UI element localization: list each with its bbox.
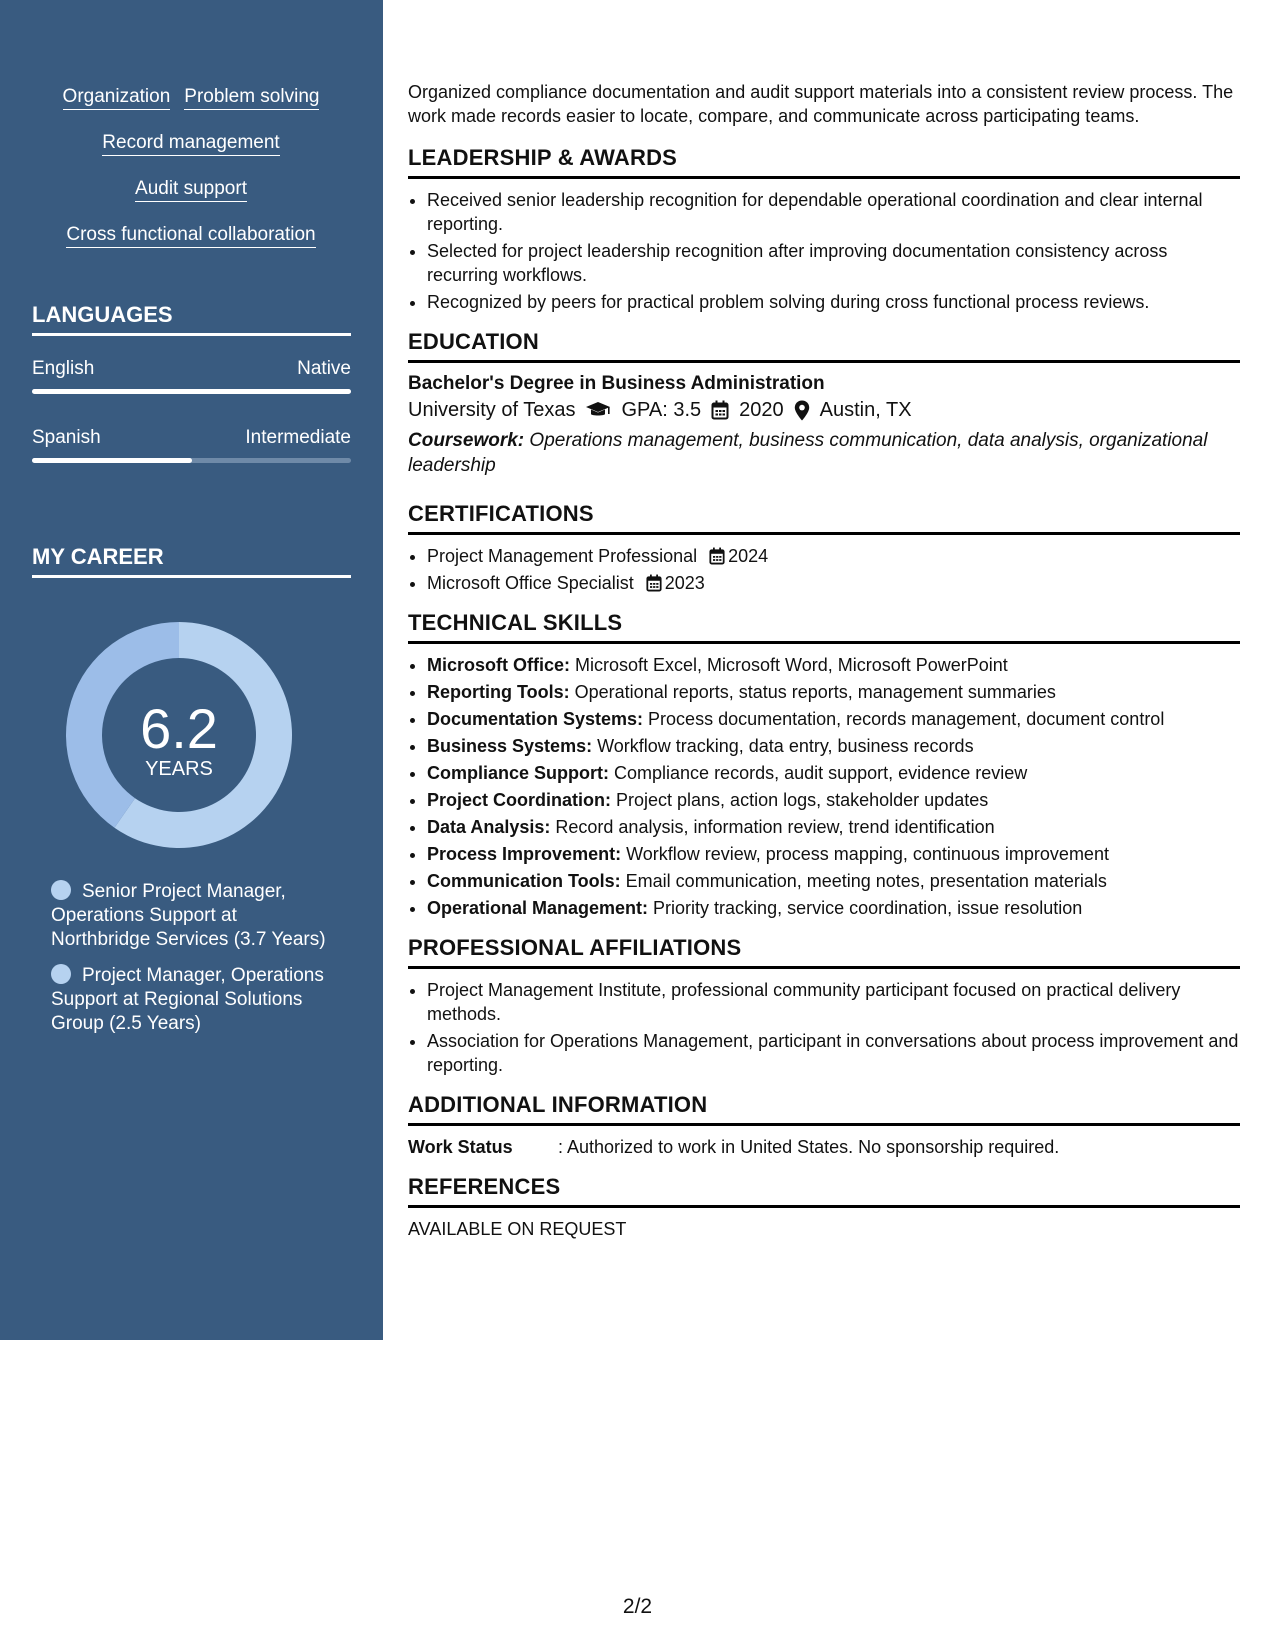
list-item: • Received senior leadership recognition for dependable operational coordination and clear internal reporting. bbox=[427, 188, 1240, 236]
language-bar-fill bbox=[32, 458, 192, 463]
certification-name: Microsoft Office Specialist bbox=[427, 573, 634, 593]
language-level: Intermediate bbox=[245, 427, 351, 448]
certifications-list bbox=[408, 544, 1240, 595]
map-pin-icon bbox=[794, 400, 810, 421]
summary-text: Organized compliance documentation and audit support materials into a consistent review process. The work made records easier to locate, compare, and communicate across participating teams. bbox=[408, 82, 1234, 126]
list-item bbox=[427, 869, 1240, 893]
list-item bbox=[427, 815, 1240, 839]
skill-tag: Cross functional collaboration bbox=[66, 224, 315, 248]
sidebar bbox=[0, 0, 383, 1340]
skill-label: Documentation Systems: bbox=[427, 709, 644, 729]
language-level: Native bbox=[297, 358, 351, 379]
list-item: • Recognized by peers for practical problem solving during cross functional process reviews. bbox=[427, 290, 1240, 314]
technical-skills-heading: TECHNICAL SKILLS bbox=[408, 609, 1240, 644]
list-item: • Project Management Institute, professional community participant focused on practical delivery methods. bbox=[427, 978, 1240, 1026]
references-heading: REFERENCES bbox=[408, 1173, 1240, 1208]
skill-tag: Organization bbox=[63, 86, 171, 110]
language-name: English bbox=[32, 358, 95, 379]
certifications-heading: CERTIFICATIONS bbox=[408, 500, 1240, 535]
calendar-icon bbox=[711, 400, 729, 420]
career-donut-chart bbox=[66, 622, 292, 848]
coursework-text: Operations management, business communication, data analysis, organizational leadership bbox=[408, 430, 1208, 476]
skill-label: Data Analysis: bbox=[427, 817, 551, 837]
skill-tag: Record management bbox=[102, 132, 279, 156]
calendar-icon bbox=[709, 547, 725, 565]
skill-label: Reporting Tools: bbox=[427, 682, 570, 702]
language-english bbox=[32, 358, 351, 394]
affiliations-heading: PROFESSIONAL AFFILIATIONS bbox=[408, 934, 1240, 969]
skill-value: Workflow tracking, data entry, business records bbox=[592, 736, 974, 756]
skill-tag: Audit support bbox=[135, 178, 247, 202]
references-text: AVAILABLE ON REQUEST bbox=[408, 1219, 627, 1239]
page-number: 2/2 bbox=[622, 1595, 653, 1618]
education-heading: EDUCATION bbox=[408, 328, 1240, 363]
list-item bbox=[427, 761, 1240, 785]
list-item bbox=[427, 707, 1240, 731]
coursework-label: Coursework: bbox=[408, 430, 525, 451]
skill-label: Process Improvement: bbox=[427, 844, 622, 864]
degree-title: Bachelor's Degree in Business Administration bbox=[408, 373, 825, 394]
technical-skills-list bbox=[408, 653, 1240, 920]
languages-heading: LANGUAGES bbox=[32, 302, 351, 336]
coursework bbox=[408, 428, 1240, 478]
career-list bbox=[51, 880, 341, 1048]
education-meta bbox=[408, 398, 1240, 422]
skill-label: Compliance Support: bbox=[427, 763, 610, 783]
graduation-year: 2020 bbox=[739, 399, 784, 421]
career-item-text: Project Manager, Operations Support at Regional Solutions Group (2.5 Years) bbox=[51, 965, 324, 1034]
leadership-list bbox=[408, 188, 1240, 314]
list-item bbox=[427, 544, 1240, 568]
gpa: GPA: 3.5 bbox=[621, 399, 702, 421]
affiliations-list bbox=[408, 978, 1240, 1077]
certification-name: Project Management Professional bbox=[427, 546, 698, 566]
list-item bbox=[427, 680, 1240, 704]
school-location: Austin, TX bbox=[819, 399, 912, 421]
skill-label: Business Systems: bbox=[427, 736, 593, 756]
skill-tags bbox=[30, 86, 352, 270]
skill-value: Operational reports, status reports, management summaries bbox=[569, 682, 1056, 702]
skill-value: Record analysis, information review, trend identification bbox=[550, 817, 995, 837]
list-item: • Association for Operations Management, participant in conversations about process improvement and reporting. bbox=[427, 1029, 1240, 1077]
career-item bbox=[51, 964, 341, 1036]
career-item bbox=[51, 880, 341, 952]
list-item bbox=[427, 842, 1240, 866]
skill-value: Compliance records, audit support, evidence review bbox=[609, 763, 1028, 783]
skill-label: Communication Tools: bbox=[427, 871, 621, 891]
language-bar bbox=[32, 458, 351, 463]
skill-tag: Problem solving bbox=[184, 86, 319, 110]
leadership-heading: LEADERSHIP & AWARDS bbox=[408, 144, 1240, 179]
skill-value: Process documentation, records management, document control bbox=[643, 709, 1165, 729]
career-total: 6.2 bbox=[140, 697, 218, 760]
language-name: Spanish bbox=[32, 427, 101, 448]
certification-year: 2023 bbox=[664, 573, 705, 593]
list-item: • Selected for project leadership recognition after improving documentation consistency across recurring workflows. bbox=[427, 239, 1240, 287]
skill-value: Project plans, action logs, stakeholder updates bbox=[611, 790, 989, 810]
certification-year: 2024 bbox=[728, 546, 769, 566]
skill-label: Project Coordination: bbox=[427, 790, 611, 810]
list-item bbox=[427, 788, 1240, 812]
list-item bbox=[427, 571, 1240, 595]
language-spanish bbox=[32, 427, 351, 463]
skill-value: Microsoft Excel, Microsoft Word, Microsoft PowerPoint bbox=[570, 655, 1008, 675]
career-heading: MY CAREER bbox=[32, 544, 351, 578]
calendar-icon bbox=[646, 574, 662, 592]
career-item-text: Senior Project Manager, Operations Support at Northbridge Services (3.7 Years) bbox=[51, 881, 326, 950]
main-content bbox=[408, 80, 1240, 1241]
career-unit: YEARS bbox=[145, 758, 213, 780]
skill-label: Operational Management: bbox=[427, 898, 649, 918]
language-bar-fill bbox=[32, 389, 351, 394]
language-bar bbox=[32, 389, 351, 394]
list-item bbox=[427, 734, 1240, 758]
additional-info-heading: ADDITIONAL INFORMATION bbox=[408, 1091, 1240, 1126]
list-item bbox=[427, 896, 1240, 920]
work-status-row bbox=[408, 1135, 1240, 1159]
list-item bbox=[427, 653, 1240, 677]
graduation-cap-icon bbox=[585, 400, 611, 420]
work-status-label: Work Status bbox=[408, 1137, 513, 1157]
work-status-value: : Authorized to work in United States. No sponsorship required. bbox=[558, 1137, 1060, 1157]
skill-value: Workflow review, process mapping, continuous improvement bbox=[621, 844, 1109, 864]
skill-value: Priority tracking, service coordination, issue resolution bbox=[648, 898, 1083, 918]
bullet-dot-icon bbox=[51, 964, 71, 984]
bullet-dot-icon bbox=[51, 880, 71, 900]
skill-value: Email communication, meeting notes, presentation materials bbox=[620, 871, 1107, 891]
skill-label: Microsoft Office: bbox=[427, 655, 571, 675]
school-name: University of Texas bbox=[408, 399, 576, 421]
